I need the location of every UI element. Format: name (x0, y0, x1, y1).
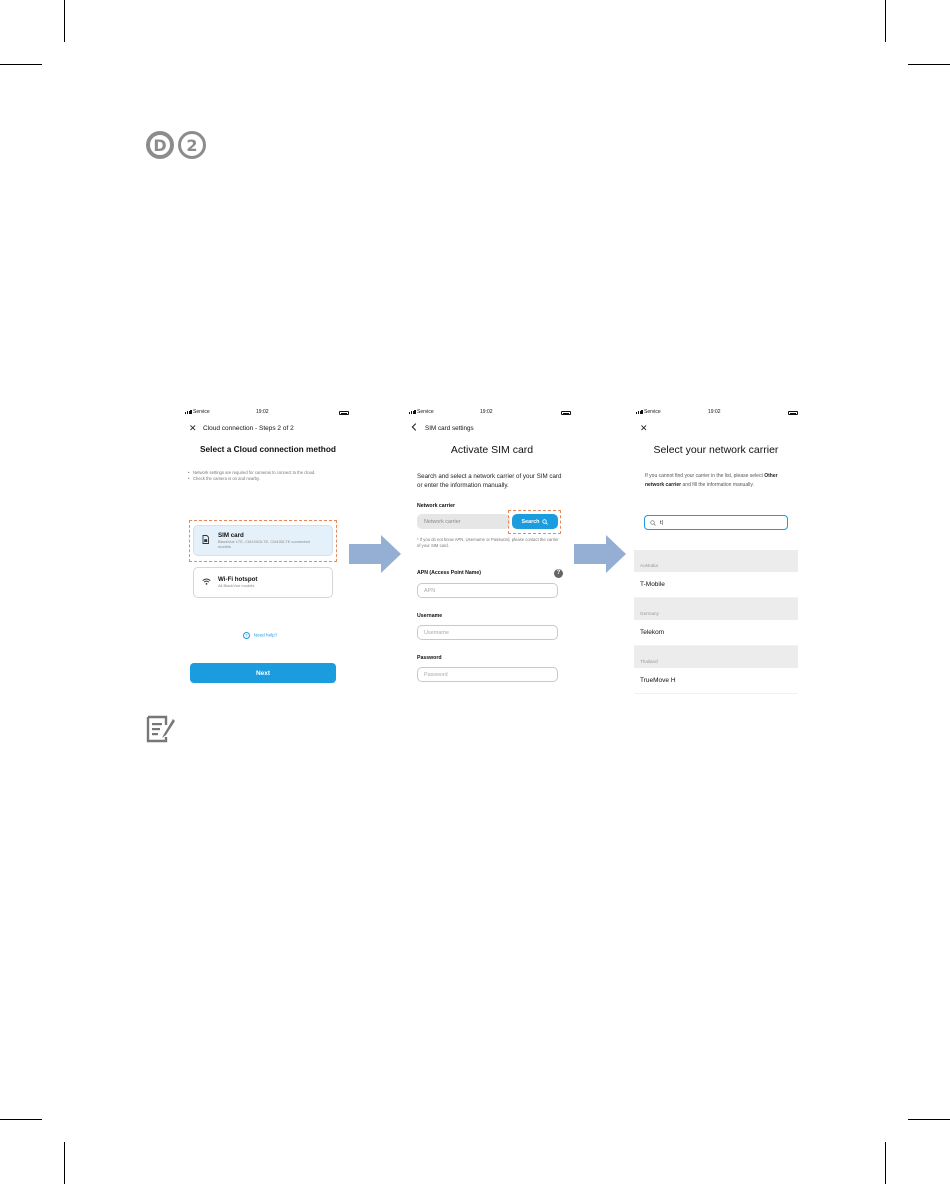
highlight-frame (508, 510, 561, 534)
search-label: Search (521, 518, 540, 525)
next-button[interactable]: Next (190, 663, 336, 683)
crop-mark (64, 1142, 65, 1184)
password-input[interactable] (417, 667, 558, 682)
intro-text-start: If you cannot find your carrier in the list, please select (645, 473, 765, 479)
step-letter-badge: D (146, 131, 174, 159)
step-number-badge: 2 (178, 131, 206, 159)
status-bar (409, 406, 575, 420)
carrier-search-input[interactable] (644, 515, 788, 530)
carrier-row[interactable]: TrueMove H (634, 668, 798, 694)
network-carrier-placeholder: Network carrier (424, 518, 461, 525)
close-icon[interactable]: ✕ (640, 422, 648, 433)
carrier-search-value: t| (660, 519, 663, 526)
status-carrier: Service (644, 409, 661, 415)
question-icon[interactable]: ? (554, 569, 563, 578)
network-carrier-input[interactable] (417, 514, 510, 529)
nav-title: SIM card settings (425, 424, 474, 432)
notes-list (185, 470, 351, 481)
highlight-frame (189, 520, 337, 562)
screen-cloud-connection (185, 406, 351, 696)
network-carrier-label: Network carrier (417, 503, 456, 509)
carrier-hint: * If you do not know APN, Username or Password, please contact the carrier of your SIM card. (417, 537, 559, 548)
signal-icon (636, 410, 643, 414)
option-wifi-hotspot[interactable] (193, 567, 333, 598)
note-icon (146, 715, 176, 743)
nav-bar (185, 420, 351, 436)
screen-sim-card-settings (409, 406, 575, 696)
page-title: Select a Cloud connection method (200, 444, 336, 454)
crop-mark (908, 1119, 950, 1120)
flow-arrow (574, 535, 626, 573)
battery-icon (788, 411, 798, 415)
intro-text (645, 472, 791, 490)
group-header: Germany (634, 598, 798, 620)
apn-placeholder: APN (424, 587, 436, 594)
username-placeholder: Username (424, 629, 449, 636)
option-subtitle: All BlackVue models (218, 583, 255, 589)
close-icon[interactable]: ✕ (189, 422, 197, 433)
page-title: Activate SIM card (450, 444, 534, 456)
nav-bar (634, 420, 798, 436)
flow-arrow (349, 535, 401, 573)
username-input[interactable] (417, 625, 558, 640)
apn-input[interactable] (417, 583, 558, 598)
need-help-label: Need help? (253, 632, 278, 638)
battery-icon (339, 411, 349, 415)
back-chevron-icon[interactable] (411, 423, 425, 433)
note-item: • Network settings are required for cameras to connect to the cloud. (188, 470, 351, 476)
search-icon (650, 520, 656, 526)
option-title: Wi-Fi hotspot (218, 576, 258, 584)
status-bar (634, 406, 798, 420)
crop-mark (64, 0, 65, 42)
crop-mark (885, 0, 886, 42)
carrier-row[interactable]: Telekom (634, 620, 798, 646)
password-placeholder: Password (424, 671, 448, 678)
crop-mark (908, 64, 950, 65)
signal-icon (409, 410, 416, 414)
nav-title: Cloud connection - Steps 2 of 2 (203, 424, 294, 432)
note-item: • Check the camera is on and nearby. (188, 476, 351, 482)
status-bar (185, 406, 351, 420)
crop-mark (885, 1142, 886, 1184)
status-carrier: Service (193, 409, 210, 415)
status-time: 19:02 (480, 409, 493, 415)
nav-bar (409, 420, 575, 436)
wifi-icon (202, 578, 218, 587)
group-header: Thailand (634, 646, 798, 668)
group-header: Australia (634, 550, 798, 572)
page-title: Select your network carrier (653, 444, 779, 456)
screen-select-carrier (634, 406, 798, 696)
battery-icon (561, 411, 571, 415)
intro-text: Search and select a network carrier of your SIM card or enter the information manually. (417, 473, 562, 489)
help-circle-icon: ? (243, 632, 250, 639)
intro-text-end: and fill the information manually. (681, 482, 754, 488)
status-time: 19:02 (256, 409, 269, 415)
signal-icon (185, 410, 192, 414)
status-carrier: Service (417, 409, 434, 415)
apn-label: APN (Access Point Name) (417, 570, 481, 576)
username-label: Username (417, 613, 443, 619)
need-help-link[interactable] (177, 632, 343, 639)
step-badges (146, 131, 206, 159)
status-time: 19:02 (708, 409, 721, 415)
option-title: SIM card (218, 531, 244, 539)
option-subtitle: BlackVue LTE, CM100GLTE, CM100LTE connected models (218, 538, 310, 549)
intro-text-bold: Other network carrier (645, 473, 778, 488)
crop-mark (0, 64, 42, 65)
password-label: Password (417, 655, 442, 661)
carrier-row[interactable]: T-Mobile (634, 572, 798, 598)
crop-mark (0, 1119, 42, 1120)
